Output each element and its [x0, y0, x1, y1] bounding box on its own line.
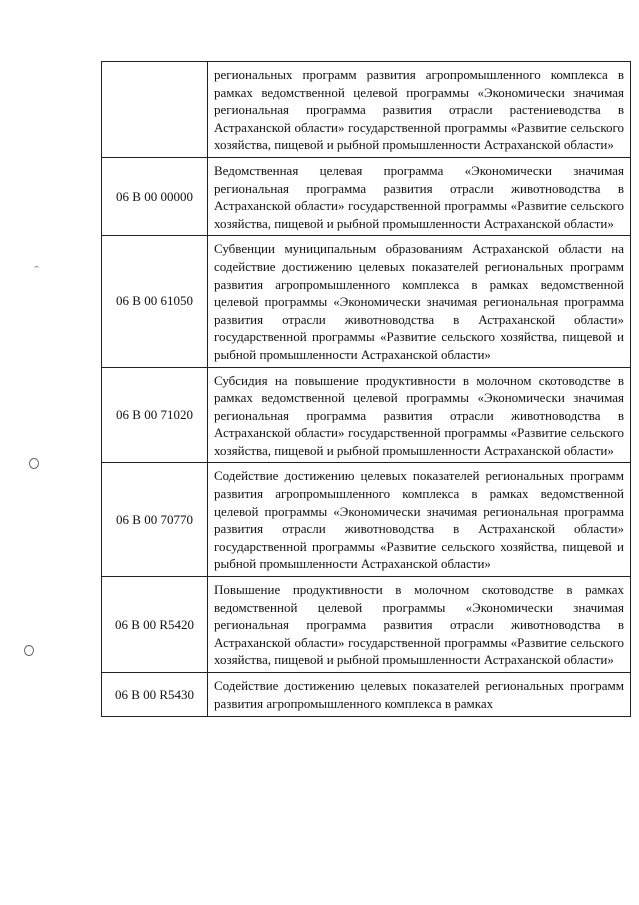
budget-classification-table: [101, 61, 631, 717]
code-cell: 06 В 00 61050: [102, 236, 208, 367]
code-cell: 06 В 00 70770: [102, 463, 208, 577]
description-cell: Содействие достижению целевых показателей региональных программ развития агропромышленного комплекса в рамках ведомственной целевой программы «Экономически значимая региональная программа развития отрасли животноводства в Астраханской области» государственной программы «Развитие сельского хозяйства, пищевой и рыбной промышленности Астраханской области»: [208, 463, 631, 577]
description-cell: Содействие достижению целевых показателей региональных программ развития агропромышленного комплекса в рамках: [208, 673, 631, 717]
description-cell: Ведомственная целевая программа «Экономически значимая региональная программа развития отрасли животноводства в Астраханской области» государственной программы «Развитие сельского хозяйства, пищевой и рыбной промышленности Астраханской области»: [208, 157, 631, 235]
code-cell: [102, 62, 208, 158]
code-cell: 06 В 00 R5420: [102, 577, 208, 673]
code-cell: 06 В 00 R5430: [102, 673, 208, 717]
table-row: [102, 577, 631, 673]
binder-hole-top: [29, 458, 39, 469]
table-row: [102, 463, 631, 577]
table-row: [102, 673, 631, 717]
code-cell: 06 В 00 71020: [102, 367, 208, 463]
description-cell: региональных программ развития агропромышленного комплекса в рамках ведомственной целевой программы «Экономически значимая региональная программа развития отрасли растениеводства в Астраханской области» государственной программы «Развитие сельского хозяйства, пищевой и рыбной промышленности Астраханской области»: [208, 62, 631, 158]
table-row: [102, 62, 631, 158]
table-row: [102, 236, 631, 367]
table-row: [102, 367, 631, 463]
description-cell: Субсидия на повышение продуктивности в молочном скотоводстве в рамках ведомственной целевой программы «Экономически значимая региональная программа развития отрасли животноводства в Астраханской области» государственной программы «Развитие сельского хозяйства, пищевой и рыбной промышленности Астраханской области»: [208, 367, 631, 463]
margin-scan-mark: [34, 266, 39, 271]
description-cell: Повышение продуктивности в молочном скотоводстве в рамках ведомственной целевой программы «Экономически значимая региональная программа развития отрасли животноводства в Астраханской области» государственной программы «Развитие сельского хозяйства, пищевой и рыбной промышленности Астраханской области»: [208, 577, 631, 673]
description-cell: Субвенции муниципальным образованиям Астраханской области на содействие достижению целевых показателей региональных программ развития агропромышленного комплекса в рамках ведомственной целевой программы «Экономически значимая региональная программа развития отрасли животноводства в Астраханской области» государственной программы «Развитие сельского хозяйства, пищевой и рыбной промышленности Астраханской области»: [208, 236, 631, 367]
binder-hole-bottom: [24, 645, 34, 656]
code-cell: 06 В 00 00000: [102, 157, 208, 235]
table-row: [102, 157, 631, 235]
